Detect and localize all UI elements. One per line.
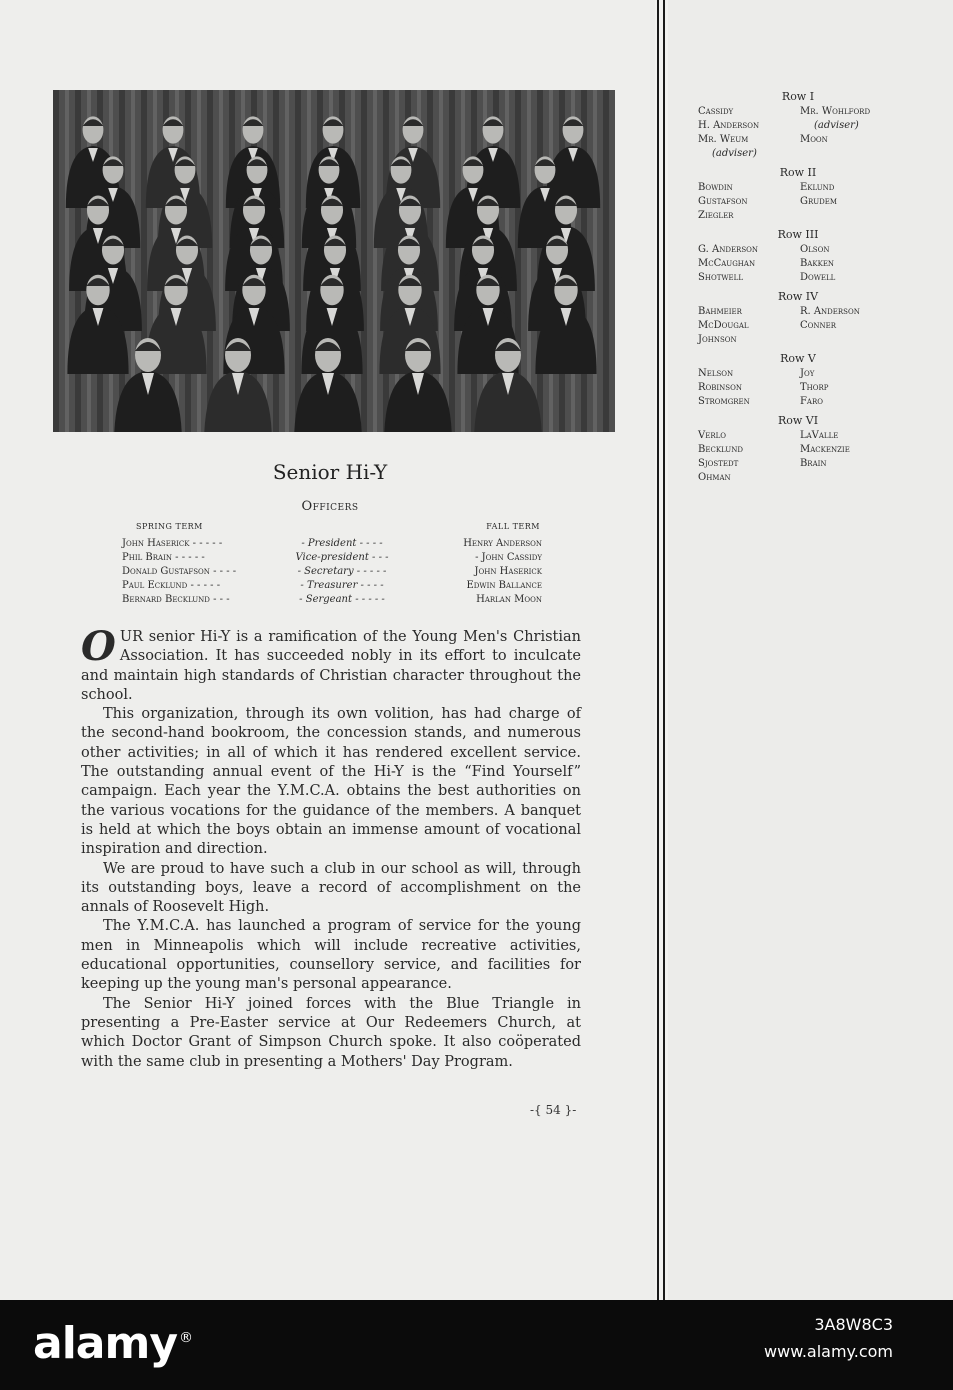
member-name: Faro xyxy=(799,396,823,407)
paragraph-4: The Y.M.C.A. has launched a program of service for the young men in Minneapolis which will include recreative activities, educational opportunities, counsellory service, and facilities for keeping up the young man's personal appearance. xyxy=(81,918,581,993)
officer-row xyxy=(122,593,542,607)
group-photo xyxy=(53,90,615,432)
roster-row xyxy=(698,166,898,223)
officer-office: - Sergeant - - - - - xyxy=(299,594,385,605)
member-name: Ohman xyxy=(698,472,731,483)
officer-spring: John Haserick - - - - - xyxy=(122,538,223,549)
paragraph-1: OUR senior Hi-Y is a ramification of the Young Men's Christian Association. It has succeeded nobly in its effort to inculcate and maintain high standards of Christian character throughout the school. xyxy=(81,623,581,703)
member-name: Sjostedt xyxy=(698,458,739,469)
officer-row xyxy=(122,551,542,565)
photo-roster xyxy=(698,90,898,490)
officer-spring: Donald Gustafson - - - - xyxy=(122,566,237,577)
member-name: Mr. Weum xyxy=(698,134,749,145)
fall-term-label: FALL TERM xyxy=(486,522,540,531)
officers-term-headers xyxy=(122,520,542,537)
member-name: Dowell xyxy=(799,272,836,283)
officer-row xyxy=(122,565,542,579)
page-number: -{ 54 }- xyxy=(530,1103,577,1117)
member-name: Brain xyxy=(799,458,827,469)
roster-row xyxy=(698,352,898,409)
officer-fall: John Haserick xyxy=(474,566,542,577)
member-name: Gustafson xyxy=(698,196,748,207)
roster-row-label: Row VI xyxy=(777,414,819,427)
roster-row-label: Row III xyxy=(777,228,819,241)
member-name: Mr. Wohlford xyxy=(799,106,871,117)
member-name: Robinson xyxy=(698,382,742,393)
article-body xyxy=(81,623,581,1072)
officer-fall: Harlan Moon xyxy=(476,594,542,605)
roster-row-label: Row II xyxy=(779,166,817,179)
alamy-logo: alamy ® xyxy=(33,1318,192,1369)
roster-row xyxy=(698,290,898,347)
watermark-footer xyxy=(0,1300,953,1390)
member-name: McCaughan xyxy=(698,258,756,269)
gutter-rule xyxy=(663,0,665,1300)
paragraph-5: The Senior Hi-Y joined forces with the Blue Triangle in presenting a Pre-Easter service at Our Redeemers Church, at which Doctor Grant of Simpson Church spoke. It also coöperated with the same club in presenting a Mothers' Day Program. xyxy=(81,995,581,1070)
adviser-note: (adviser) xyxy=(712,148,757,159)
officer-spring: Bernard Becklund - - - xyxy=(122,594,230,605)
gutter-rule xyxy=(657,0,659,1300)
roster-row xyxy=(698,414,898,485)
page-title: Senior Hi-Y xyxy=(272,460,388,484)
officer-office: - President - - - - xyxy=(301,538,383,549)
officer-office: - Secretary - - - - - xyxy=(297,566,387,577)
page-gutter xyxy=(655,0,668,1300)
spring-term-label: SPRING TERM xyxy=(136,522,203,531)
paragraph-2: This organization, through its own volition, has had charge of the second-hand bookroom, the concession stands, and numerous other activities; in all of which it has rendered excellent service. The outstanding annual event of the Hi-Y is the “Find Yourself” campaign. Each year the Y.M.C.A. obtains the best authorities on the various vocations for the guidance of the members. A banquet is held at which the boys obtain an immense amount of vocational inspiration and direction. xyxy=(81,706,581,858)
member-name: Nelson xyxy=(698,368,734,379)
member-name: Cassidy xyxy=(698,106,734,117)
roster-row xyxy=(698,90,898,161)
paragraph-3: We are proud to have such a club in our school as will, through its outstanding boys, leave a record of accomplishment on the annals of Roosevelt High. xyxy=(81,860,581,916)
officer-spring: Phil Brain - - - - - xyxy=(122,552,205,563)
drop-cap: O xyxy=(81,623,116,670)
adviser-note: (adviser) xyxy=(813,120,859,131)
member-name: Stromgren xyxy=(698,396,750,407)
member-name: Joy xyxy=(799,368,815,379)
image-id: 3A8W8C3 xyxy=(814,1315,893,1334)
member-name: Grudem xyxy=(799,196,838,207)
member-name: Ziegler xyxy=(698,210,734,221)
member-name: Thorp xyxy=(799,382,829,393)
roster-row xyxy=(698,228,898,285)
roster-row-label: Row IV xyxy=(777,290,819,303)
member-name: Bowdin xyxy=(698,182,733,193)
officers-table xyxy=(122,520,542,607)
member-name: Bahmeier xyxy=(698,306,742,317)
member-name: Becklund xyxy=(698,444,743,455)
member-name: Olson xyxy=(799,244,830,255)
member-name: Conner xyxy=(799,320,836,331)
member-name: Mackenzie xyxy=(799,444,850,455)
member-name: Johnson xyxy=(698,334,737,345)
member-name: McDougal xyxy=(698,320,749,331)
officer-fall: Henry Anderson xyxy=(463,538,542,549)
group-photo-illustration xyxy=(53,90,615,432)
member-name: LaValle xyxy=(799,430,839,441)
member-name: Verlo xyxy=(698,430,726,441)
officer-fall: Edwin Ballance xyxy=(466,580,542,591)
officer-spring: Paul Ecklund - - - - - xyxy=(122,580,221,591)
roster-row-label: Row I xyxy=(781,90,815,103)
member-name: G. Anderson xyxy=(698,244,758,255)
officer-fall: - John Cassidy xyxy=(475,552,542,563)
officer-office: - Treasurer - - - - xyxy=(300,580,384,591)
registered-mark: ® xyxy=(179,1330,192,1347)
officer-row xyxy=(122,579,542,593)
officers-heading: Officers xyxy=(301,499,359,514)
member-name: H. Anderson xyxy=(698,120,760,131)
member-name: Moon xyxy=(799,134,828,145)
officer-office: Vice-president - - - xyxy=(295,552,389,563)
member-name: R. Anderson xyxy=(799,306,860,317)
member-name: Bakken xyxy=(799,258,835,269)
site-url: www.alamy.com xyxy=(764,1342,893,1361)
member-name: Eklund xyxy=(799,182,835,193)
member-name: Shotwell xyxy=(698,272,743,283)
roster-row-label: Row V xyxy=(780,352,816,365)
officer-row xyxy=(122,537,542,551)
